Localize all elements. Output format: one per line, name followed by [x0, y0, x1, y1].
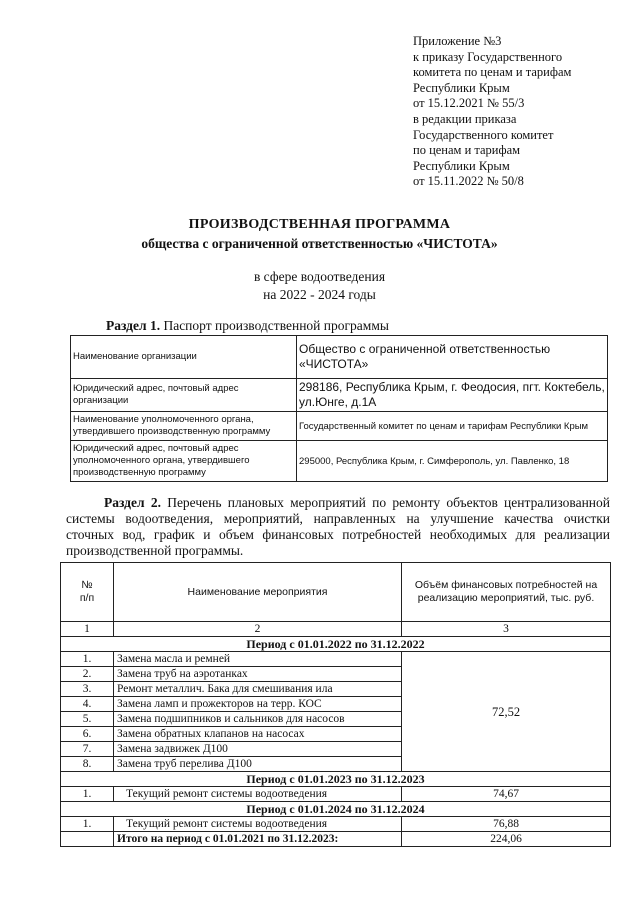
- section1-label: Раздел 1.: [106, 318, 161, 333]
- item-name: Замена подшипников и сальников для насосов: [114, 712, 402, 727]
- appendix-line: Приложение №3: [413, 34, 502, 48]
- period-row: [61, 802, 611, 817]
- passport-label: Юридический адрес, почтовый адрес уполномоченного органа, утвердившего производственную программу: [71, 441, 297, 482]
- item-value: 76,88: [402, 817, 611, 832]
- passport-table: [70, 335, 608, 482]
- item-name: Ремонт металлич. Бака для смешивания ила: [114, 682, 402, 697]
- item-name: Замена обратных клапанов на насосах: [114, 727, 402, 742]
- item-name: Текущий ремонт системы водоотведения: [114, 817, 402, 832]
- item-num: 3.: [61, 682, 114, 697]
- passport-value: Государственный комитет по ценам и тарифам Республики Крым: [297, 412, 608, 441]
- table-row: [71, 379, 608, 412]
- section2-heading: [66, 495, 610, 559]
- item-name: Замена масла и ремней: [114, 652, 402, 667]
- organization-title: общества с ограниченной ответственностью «ЧИСТОТА»: [141, 236, 498, 251]
- table-row: [61, 817, 611, 832]
- appendix-line: Государственного комитет: [413, 127, 554, 142]
- appendix-line: комитета по ценам и тарифам: [413, 65, 572, 80]
- section2-label: Раздел 2.: [104, 495, 161, 510]
- passport-label: Наименование организации: [71, 336, 297, 379]
- total-value: 224,06: [402, 832, 611, 847]
- column-number-row: [61, 622, 611, 637]
- item-num: 1.: [61, 787, 114, 802]
- period-row: [61, 637, 611, 652]
- appendix-block: [413, 34, 571, 190]
- table-row: [71, 441, 608, 482]
- period-row: [61, 772, 611, 787]
- total-row: [61, 832, 611, 847]
- item-name: Замена ламп и прожекторов на терр. КОС: [114, 697, 402, 712]
- appendix-line: к приказу Государственного: [413, 49, 563, 64]
- appendix-line: в редакции приказа: [413, 111, 517, 126]
- item-value: 74,67: [402, 787, 611, 802]
- appendix-line: Республики Крым: [413, 158, 510, 173]
- program-years: на 2022 - 2024 годы: [263, 287, 376, 302]
- section1-text: Паспорт производственной программы: [160, 318, 389, 333]
- period-title: Период с 01.01.2023 по 31.12.2023: [61, 772, 611, 787]
- document-title: ПРОИЗВОДСТВЕННАЯ ПРОГРАММА: [188, 217, 451, 232]
- table-row: [61, 652, 611, 667]
- total-empty-cell: [61, 832, 114, 847]
- appendix-line: по ценам и тарифам: [413, 143, 521, 158]
- table-header-row: [61, 563, 611, 622]
- passport-value: Общество с ограниченной ответственностью «ЧИСТОТА»: [297, 336, 608, 379]
- item-name: Замена задвижек Д100: [114, 742, 402, 757]
- item-num: 1.: [61, 817, 114, 832]
- col-number: 3: [402, 622, 611, 637]
- passport-value: 295000, Республика Крым, г. Симферополь, ул. Павленко, 18: [297, 441, 608, 482]
- col-number: 1: [61, 622, 114, 637]
- table-row: [61, 787, 611, 802]
- plan-table: [60, 562, 611, 847]
- header-num: № п/п: [61, 563, 114, 622]
- item-name: Текущий ремонт системы водоотведения: [114, 787, 402, 802]
- period-title: Период с 01.01.2022 по 31.12.2022: [61, 637, 611, 652]
- period-title: Период с 01.01.2024 по 31.12.2024: [61, 802, 611, 817]
- item-num: 2.: [61, 667, 114, 682]
- section2-text: Перечень плановых мероприятий по ремонту объектов централизованной системы водоотведения, мероприятий, направленных на улучшение качества очистки сточных вод, график и объем финансовых потребностей необходимых для реализации производственной программы.: [66, 495, 611, 558]
- section1-heading: [106, 318, 389, 334]
- passport-value: 298186, Республика Крым, г. Феодосия, пгт. Коктебель, ул.Юнге, д.1А: [297, 379, 608, 412]
- item-num: 1.: [61, 652, 114, 667]
- item-num: 5.: [61, 712, 114, 727]
- program-scope: в сфере водоотведения: [253, 269, 386, 284]
- col-number: 2: [114, 622, 402, 637]
- item-num: 6.: [61, 727, 114, 742]
- total-label: Итого на период с 01.01.2021 по 31.12.2023:: [114, 832, 402, 847]
- passport-label: Юридический адрес, почтовый адрес организации: [71, 379, 297, 412]
- passport-label: Наименование уполномоченного органа, утвердившего производственную программу: [71, 412, 297, 441]
- appendix-line: от 15.11.2022 № 50/8: [413, 174, 524, 189]
- table-row: [71, 336, 608, 379]
- appendix-line: Республики Крым: [413, 80, 510, 95]
- appendix-line: от 15.12.2021 № 55/3: [413, 96, 525, 111]
- item-name: Замена труб на аэротанках: [114, 667, 402, 682]
- table-row: [71, 412, 608, 441]
- item-num: 8.: [61, 757, 114, 772]
- header-name: Наименование мероприятия: [114, 563, 402, 622]
- item-num: 7.: [61, 742, 114, 757]
- period1-total: 72,52: [402, 652, 611, 772]
- item-name: Замена труб перелива Д100: [114, 757, 402, 772]
- item-num: 4.: [61, 697, 114, 712]
- header-volume: Объём финансовых потребностей на реализацию мероприятий, тыс. руб.: [402, 563, 611, 622]
